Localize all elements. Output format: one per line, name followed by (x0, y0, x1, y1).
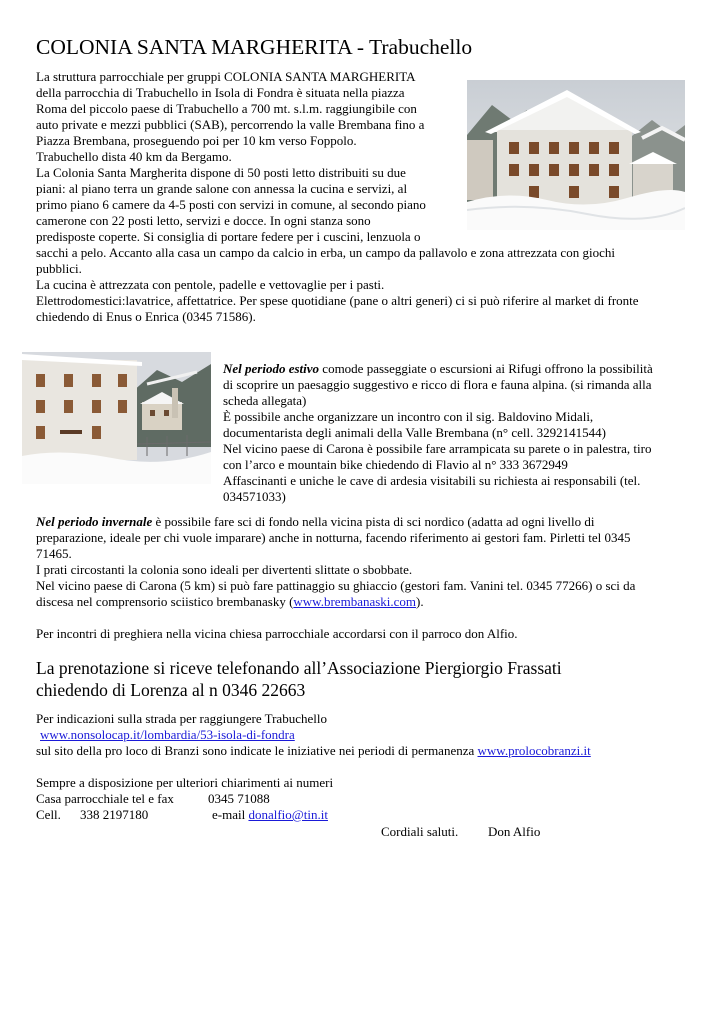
intro-line: Trabuchello dista 40 km da Bergamo. (36, 149, 232, 164)
brembanaski-link[interactable]: www.brembanaski.com (293, 594, 417, 609)
estivo-line: con l’arco e mountain bike chiedendo di Flavio al n° 333 3672949 (223, 457, 568, 472)
intro-line: Elettrodomestici:lavatrice, affettatrice. Per spese quotidiane (pane o altri generi) ci si può riferire al market di fronte (36, 293, 639, 308)
invernale-first-line (36, 514, 595, 530)
estivo-first-line-rest: comode passeggiate o escursioni ai Rifugi offrono la possibilità (319, 361, 653, 376)
intro-line: della parrocchia di Trabuchello in Isola di Fondra è situata nella piazza (36, 85, 405, 100)
nonsolocap-link-line (40, 727, 295, 743)
invernale-last-prefix: discesa nel comprensorio sciistico brembanasky ( (36, 594, 294, 609)
preghiera-text: Per incontri di preghiera nella vicina chiesa parrocchiale accordarsi con il parroco don Alfio. (36, 626, 518, 641)
colonia-building-photo (467, 80, 685, 230)
intro-line: Piazza Brembana, proseguendo poi per 10 km verso Foppolo. (36, 133, 357, 148)
document-title: COLONIA SANTA MARGHERITA - Trabuchello (36, 35, 473, 59)
intro-line: Roma del piccolo paese di Trabuchello a 700 mt. s.l.m. raggiungibile con (36, 101, 417, 116)
intro-line: La cucina è attrezzata con pentole, padelle e vettovaglie per i pasti. (36, 277, 385, 292)
nonsolocap-link[interactable]: www.nonsolocap.it/lombardia/53-isola-di-fondra (40, 727, 295, 742)
intro-line: predisposte coperte. Si consiglia di portare federe per i cuscini, lenzuola o (36, 229, 421, 244)
intro-line: primo piano 6 camere da 4-5 posti con servizi in comune, al secondo piano (36, 197, 426, 212)
email-line (212, 807, 328, 823)
proloco-text: sul sito della pro loco di Branzi sono indicate le iniziative nei periodi di permanenza (36, 743, 478, 758)
estivo-line: È possibile anche organizzare un incontro con il sig. Baldovino Midali, (223, 409, 594, 424)
casa-value: 0345 71088 (208, 791, 270, 806)
cell-label: Cell. (36, 807, 61, 822)
proloco-line (36, 743, 591, 759)
estivo-line: 034571033) (223, 489, 286, 504)
estivo-line: documentarista degli animali della Valle Brembana (n° cell. 3292141544) (223, 425, 606, 440)
indicazioni-label: Per indicazioni sulla strada per raggiungere Trabuchello (36, 711, 327, 726)
invernale-line: preparazione, ideale per chi vuole imparare) anche in notturna, facendo riferimento ai gestori fam. Pirletti tel 0345 (36, 530, 631, 545)
estivo-first-line (223, 361, 653, 377)
estivo-line: Affascinanti e uniche le cave di ardesia visitabili su richiesta ai responsabili (tel. (223, 473, 641, 488)
email-label: e-mail (212, 807, 246, 822)
casa-label: Casa parrocchiale tel e fax (36, 791, 174, 806)
estivo-line: Nel vicino paese di Carona è possibile fare arrampicata su parete o in palestra, tiro (223, 441, 652, 456)
intro-line: La struttura parrocchiale per gruppi COLONIA SANTA MARGHERITA (36, 69, 416, 84)
intro-line: La Colonia Santa Margherita dispone di 50 posti letto distribuiti su due (36, 165, 406, 180)
invernale-last-line (36, 594, 424, 610)
estivo-line: scheda allegata) (223, 393, 307, 408)
estivo-line: di scoprire un paesaggio suggestivo e ricco di flora e fauna alpina. (si rimanda alla (223, 377, 652, 392)
invernale-lead: Nel periodo invernale (36, 514, 153, 529)
saluti-text: Cordiali saluti. (381, 824, 459, 839)
invernale-line: I prati circostanti la colonia sono ideali per divertenti slittate o sbobbate. (36, 562, 413, 577)
intro-line: auto private e mezzi pubblici (SAB), percorrendo la valle Brembana fino a (36, 117, 425, 132)
intro-line: camerone con 22 posti letto, servizi e docce. In ogni stanza sono (36, 213, 371, 228)
cell-value: 338 2197180 (80, 807, 149, 822)
invernale-first-line-rest: è possibile fare sci di fondo nella vicina pista di sci nordico (adatta ad ogni livello di (152, 514, 595, 529)
intro-line: chiedendo di Enus o Enrica (0345 71586). (36, 309, 256, 324)
invernale-line: 71465. (36, 546, 72, 561)
contatti-intro: Sempre a disposizione per ulteriori chiarimenti ai numeri (36, 775, 334, 790)
winter-colonia-photo (22, 352, 211, 484)
intro-line: sacchi a pelo. Accanto alla casa un campo da calcio in erba, un campo da pallavolo e zona attrezzata con giochi (36, 245, 615, 260)
intro-line: piani: al piano terra un grande salone con annessa la cucina e servizi, al (36, 181, 408, 196)
estivo-lead: Nel periodo estivo (223, 361, 320, 376)
intro-line: pubblici. (36, 261, 82, 276)
invernale-last-suffix: ). (416, 594, 424, 609)
prenotazione-line: chiedendo di Lorenza al n 0346 22663 (36, 680, 306, 700)
prolocobranzi-link[interactable]: www.prolocobranzi.it (477, 743, 591, 758)
firma-text: Don Alfio (488, 824, 541, 839)
invernale-line: Nel vicino paese di Carona (5 km) si può fare pattinaggio su ghiaccio (gestori fam. Vanini tel. 0345 77266) o sci da (36, 578, 636, 593)
prenotazione-line: La prenotazione si riceve telefonando all’Associazione Piergiorgio Frassati (36, 658, 562, 678)
email-link[interactable]: donalfio@tin.it (248, 807, 328, 822)
